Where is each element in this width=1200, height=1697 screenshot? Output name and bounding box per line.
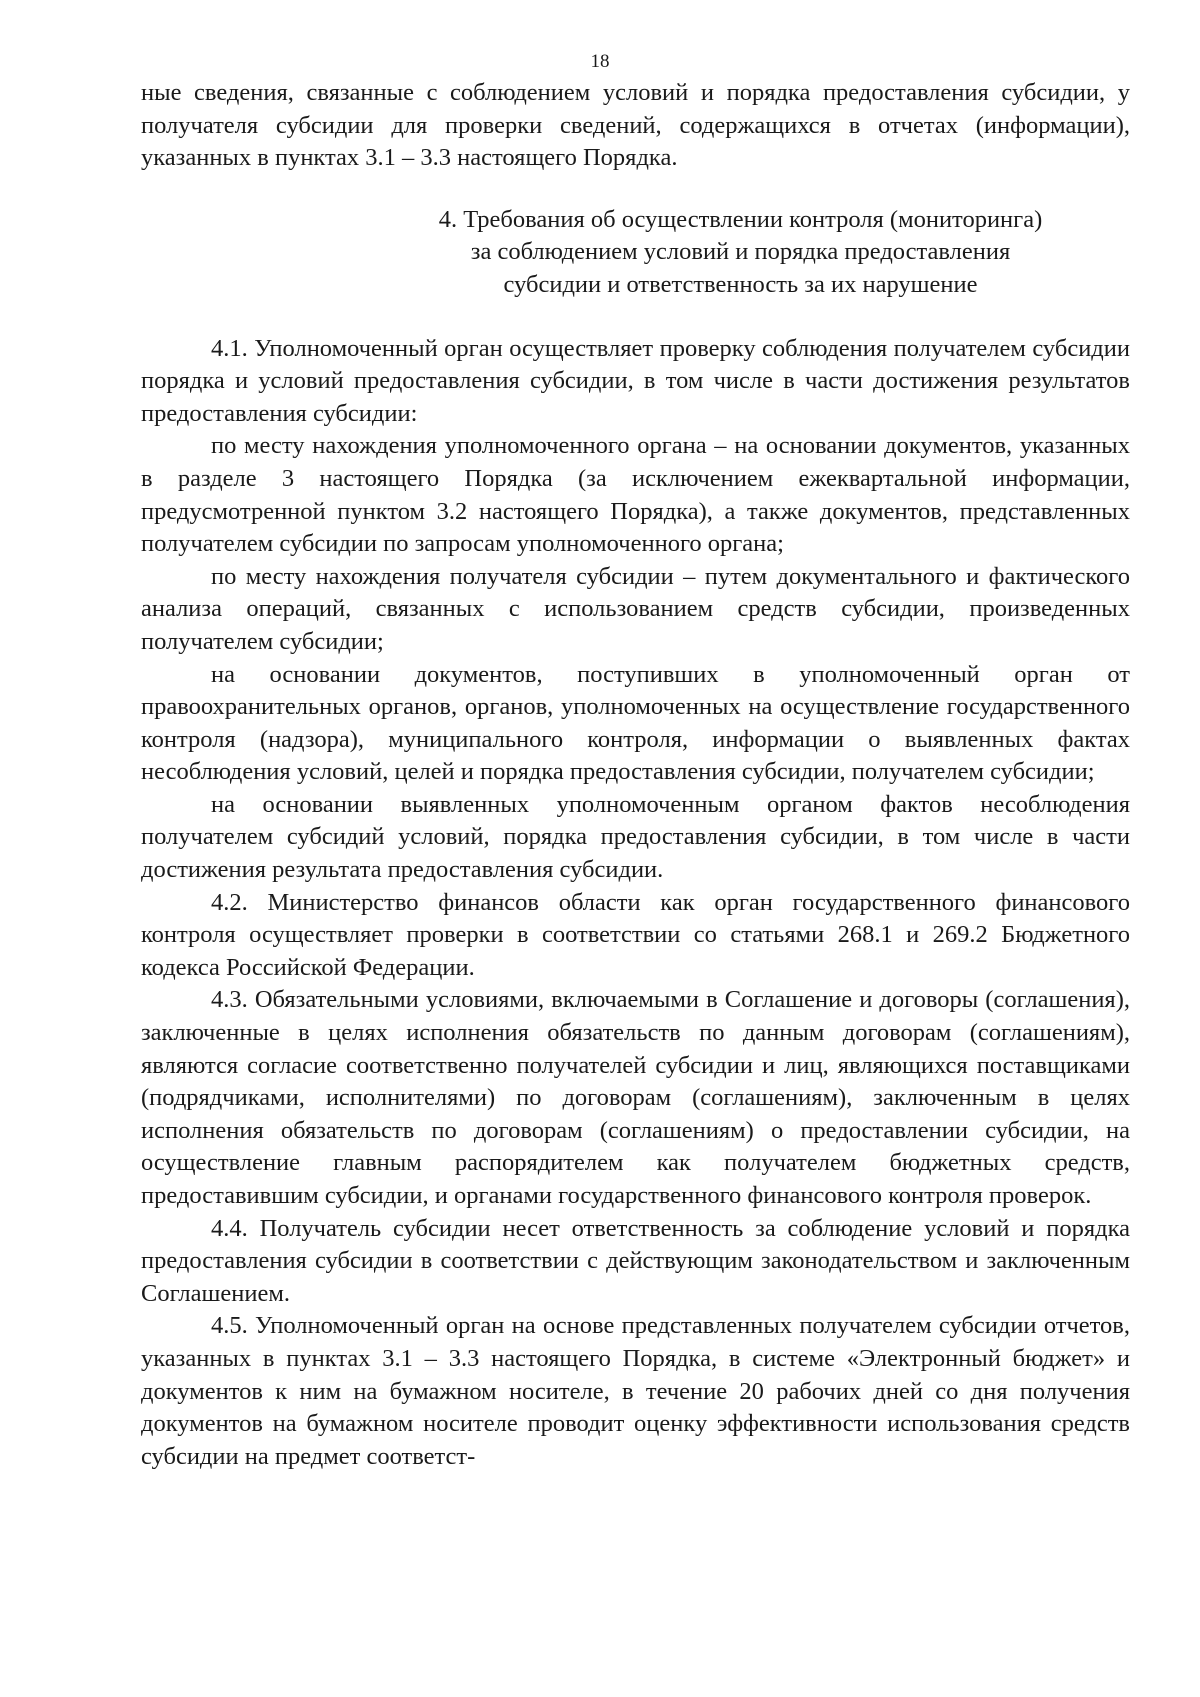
section-heading-line: 4. Требования об осуществлении контроля (мониторинга)	[438, 205, 1043, 233]
document-body	[141, 77, 1130, 1473]
paragraph-4-2: 4.2. Министерство финансов области как орган государственного финансового контроля осуществляет проверки в соответствии со статьями 268.1 и 269.2 Бюджетного кодекса Российской Федерации.	[141, 888, 1130, 981]
paragraph-item-law-enforcement-documents: на основании документов, поступивших в уполномоченный орган от правоохранительных органов, органов, уполномоченных на осуществление государственного контроля (надзора), муниципального контроля, информации о выявленных фактах несоблюдения условий, целей и порядка предоставления субсидии, получателем субсидии;	[141, 660, 1130, 786]
paragraph-4-4: 4.4. Получатель субсидии несет ответственность за соблюдение условий и порядка предоставления субсидии в соответствии с действующим законодательством и заключенным Соглашением.	[141, 1214, 1130, 1307]
section-heading-line: субсидии и ответственность за их нарушение	[503, 270, 978, 298]
paragraph-item-identified-facts: на основании выявленных уполномоченным органом фактов несоблюдения получателем субсидий условий, порядка предоставления субсидии, в том числе в части достижения результата предоставления субсидии.	[141, 790, 1130, 884]
paragraph-4-5: 4.5. Уполномоченный орган на основе представленных получателем субсидии отчетов, указанных в пунктах 3.1 – 3.3 настоящего Порядка, в системе «Электронный бюджет» и документов к ним на бумажном носителе, в течение 20 рабочих дней со дня получения документов на бумажном носителе проводит оценку эффективности использования средств субсидии на предмет соответст-	[141, 1312, 1130, 1470]
paragraph-item-recipient-location: по месту нахождения получателя субсидии – путем документального и фактического анализа операций, связанных с использованием средств субсидии, произведенных получателем субсидии;	[141, 562, 1130, 655]
section-heading-line: за соблюдением условий и порядка предоставления	[470, 238, 1011, 266]
paragraph-item-body-location: по месту нахождения уполномоченного органа – на основании документов, указанных в разделе 3 настоящего Порядка (за исключением ежеквартальной информации, предусмотренной пунктом 3.2 настоящего Порядка), а также документов, представленных получателем субсидии по запросам уполномоченного органа;	[141, 432, 1130, 558]
paragraph-4-3: 4.3. Обязательными условиями, включаемыми в Соглашение и договоры (соглашения), заключенные в целях исполнения обязательств по данным договорам (соглашениям), являются согласие соответственно получателей субсидии и лиц, являющихся поставщиками (подрядчиками, исполнителями) по договорам (соглашениям), заключенным в целях исполнения обязательств по договорам (соглашениям) о предоставлении субсидии, на осуществление главным распорядителем как получателем бюджетных средств, предоставившим субсидии, и органами государственного финансового контроля проверок.	[141, 986, 1130, 1209]
section-heading	[351, 204, 1130, 302]
paragraph-4-1: 4.1. Уполномоченный орган осуществляет проверку соблюдения получателем субсидии порядка и условий предоставления субсидии, в том числе в части достижения результатов предоставления субсидии:	[141, 334, 1130, 427]
page-number: 18	[590, 51, 610, 72]
intro-paragraph: ные сведения, связанные с соблюдением условий и порядка предоставления субсидии, у получателя субсидии для проверки сведений, содержащихся в отчетах (информации), указанных в пунктах 3.1 – 3.3 настоящего Порядка.	[141, 79, 1130, 172]
